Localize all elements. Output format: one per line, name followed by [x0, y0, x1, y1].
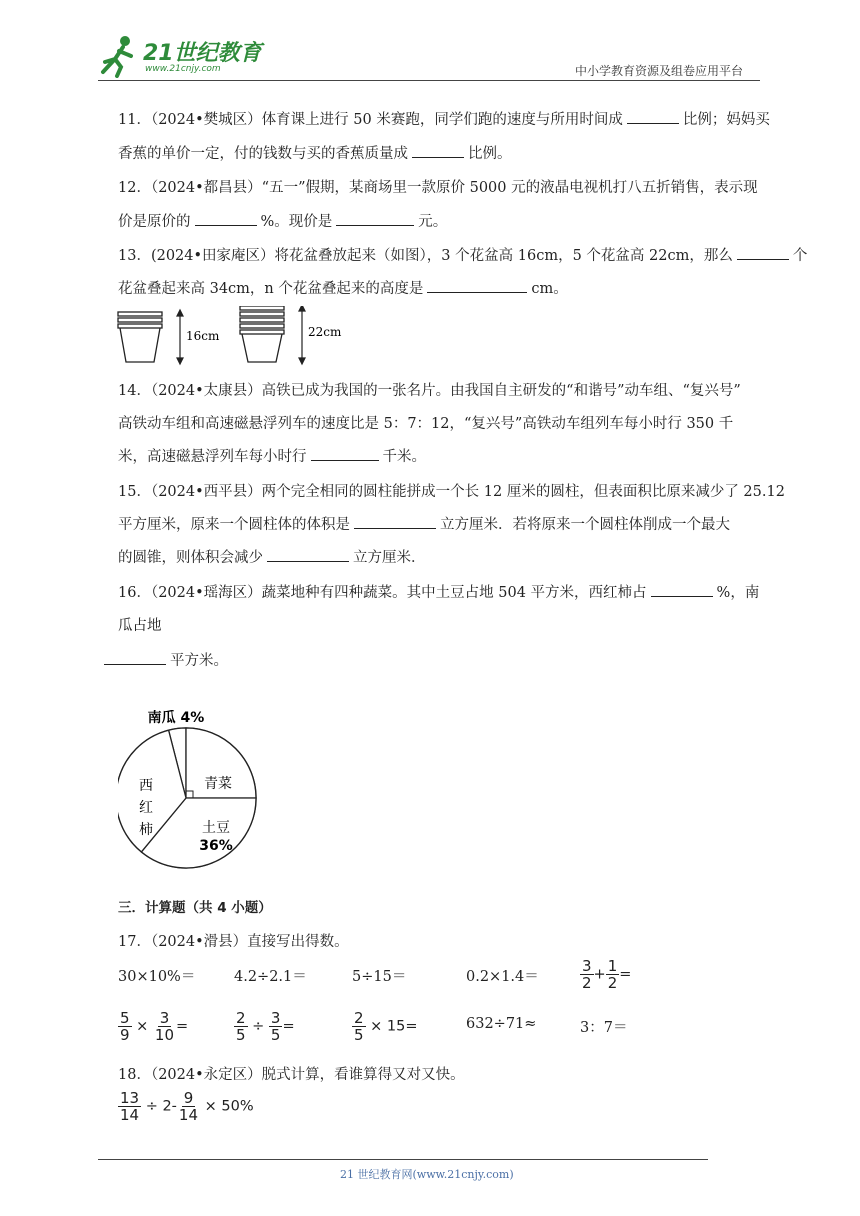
answer-blank[interactable] [412, 143, 464, 158]
logo-main-text: 21世纪教育 [143, 41, 262, 66]
pie-label-tomato-0: 西 [139, 778, 153, 794]
q16-line1: 16．（2024•瑶海区）蔬菜地种有四种蔬菜。其中土豆占地 504 平方米，西红柿占 %，南 [118, 581, 759, 602]
answer-blank[interactable] [267, 547, 349, 562]
q13-line1: 13．(2024•田家庵区）将花盆叠放起来（如图），3 个花盆高 16cm，5 个花盆高 22cm，那么 个 [118, 244, 807, 265]
answer-blank[interactable] [627, 109, 679, 124]
pie-label-tomato-1: 红 [139, 800, 153, 816]
calc-8: $\frac{2}{5}$ × 15= [354, 1009, 418, 1044]
q16-line3: 平方米。 [104, 649, 228, 670]
q12-line2: 价是原价的 %。现价是 元。 [118, 210, 447, 231]
q11-line2: 香蕉的单价一定，付的钱数与买的香蕉质量成 比例。 [118, 142, 512, 163]
q15-line1: 15．（2024•西平县）两个完全相同的圆柱能拼成一个长 12 厘米的圆柱，但表面积比原来减少了 25.12 [118, 484, 785, 500]
runner-logo-icon [95, 34, 145, 78]
answer-blank[interactable] [104, 650, 166, 665]
answer-blank[interactable] [651, 582, 713, 597]
calc-10: 3：7＝ [580, 1020, 628, 1036]
calc-7: $\frac{2}{5}$ ÷ $\frac{3}{5}$ = [236, 1009, 295, 1044]
header-platform: 中小学教育资源及组卷应用平台 [575, 64, 744, 78]
pot-stack-3 [118, 312, 162, 362]
answer-blank[interactable] [311, 446, 379, 461]
footer-text: 21 世纪教育网(www.21cnjy.com) [340, 1168, 514, 1181]
calc-9: 632÷71≈ [466, 1016, 537, 1032]
pie-label-pumpkin: 南瓜 4% [147, 710, 205, 726]
answer-blank[interactable] [336, 211, 414, 226]
flowerpot-figure [112, 306, 352, 366]
q18-title: 18．（2024•永定区）脱式计算，看谁算得又对又快。 [118, 1067, 465, 1083]
calc-5: $\frac{3}{2}$ + $\frac{1}{2}$ = [582, 957, 632, 992]
q12-line1: 12．（2024•都昌县）“五一”假期，某商场里一款原价 5000 元的液晶电视机打八五折销售，表示现 [118, 180, 758, 196]
q15-line3: 的圆锥，则体积会减少 立方厘米． [118, 546, 426, 567]
pie-label-tomato-2: 柿 [139, 822, 153, 838]
header-rule [98, 80, 760, 81]
q15-line2: 平方厘米，原来一个圆柱体的体积是 立方厘米．若将原来一个圆柱体削成一个最大 [118, 513, 730, 534]
calc-1: 30×10%＝ [118, 969, 196, 985]
answer-blank[interactable] [427, 278, 527, 293]
q11-line1: 11．（2024•樊城区）体育课上进行 50 米赛跑，同学们跑的速度与所用时间成 比例；妈妈买 [118, 108, 770, 129]
q13-line2: 花盆叠起来高 34cm，n 个花盆叠起来的高度是 cm。 [118, 277, 568, 298]
height-arrow-2 [299, 306, 305, 364]
calc-6: $\frac{5}{9}$ × $\frac{3}{10}$ = [120, 1009, 189, 1044]
label-16cm: 16cm [186, 329, 220, 343]
calc-2: 4.2÷2.1＝ [234, 969, 307, 985]
q14-line1: 14．（2024•太康县）高铁已成为我国的一张名片。由我国自主研发的“和谐号”动车组、“复兴号” [118, 383, 741, 399]
section-3-title: 三．计算题（共 4 小题） [118, 900, 272, 916]
answer-blank[interactable] [195, 211, 257, 226]
vegetable-pie-chart [118, 710, 268, 880]
q14-line2: 高铁动车组和高速磁悬浮列车的速度比是 5：7：12，“复兴号”高铁动车组列车每小时行 350 千 [118, 416, 734, 432]
q14-line3: 米，高速磁悬浮列车每小时行 千米。 [118, 445, 426, 466]
footer-rule [98, 1159, 708, 1160]
q18-expression: $\frac{13}{14}$ ÷ 2- $\frac{9}{14}$ × 50% [120, 1089, 254, 1124]
label-22cm: 22cm [308, 325, 342, 339]
calc-4: 0.2×1.4＝ [466, 969, 539, 985]
q17-title: 17．（2024•滑县）直接写出得数。 [118, 934, 349, 950]
q16-line2: 瓜占地 [118, 618, 162, 634]
pie-label-potato: 土豆 [202, 820, 230, 836]
pie-label-potato-percent: 36% [199, 838, 233, 854]
answer-blank[interactable] [354, 514, 436, 529]
answer-blank[interactable] [737, 245, 789, 260]
header-logo [95, 34, 265, 80]
pot-stack-5 [240, 306, 284, 362]
height-arrow-1 [177, 310, 183, 364]
logo-url-text: www.21cnjy.com [145, 64, 221, 74]
calc-3: 5÷15＝ [352, 969, 407, 985]
pie-label-greens: 青菜 [204, 776, 232, 792]
